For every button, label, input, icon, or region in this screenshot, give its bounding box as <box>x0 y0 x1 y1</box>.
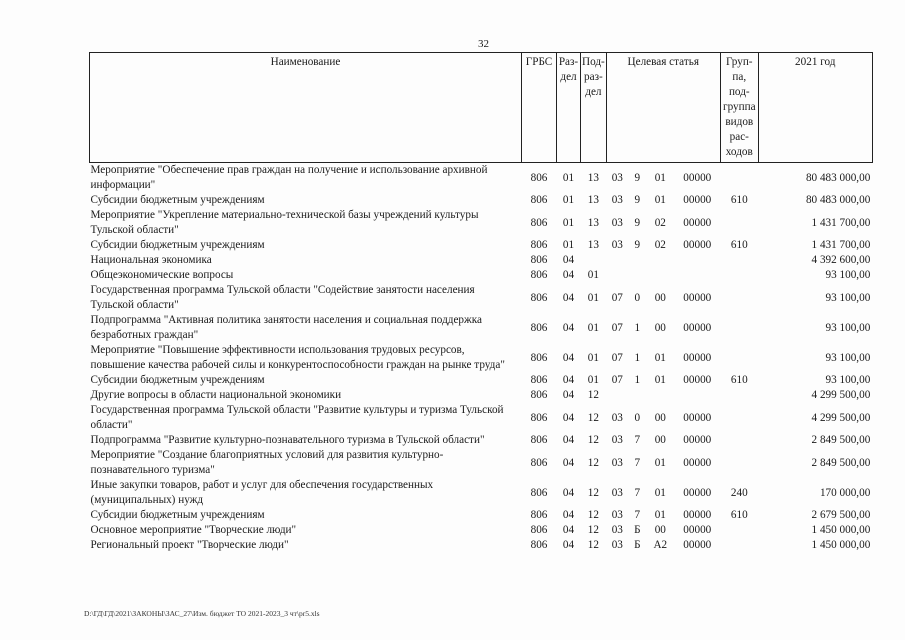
row-name: Другие вопросы в области национальной экономики <box>90 389 342 401</box>
row-grbs: 806 <box>530 321 548 334</box>
row-target-direction <box>674 268 720 283</box>
row-target-program: 03 <box>611 216 623 229</box>
row-razdel: 04 <box>562 374 575 386</box>
row-target-direction: 00000 <box>683 456 712 469</box>
row-target-subprogram: 7 <box>634 509 641 521</box>
table-row <box>90 433 873 448</box>
row-razdel: 04 <box>562 254 575 266</box>
table-row <box>90 388 873 403</box>
row-grbs: 806 <box>530 456 548 469</box>
row-target-subprogram: Б <box>634 539 641 551</box>
row-amount: 2 679 500,00 <box>811 509 871 521</box>
row-expense-group: 240 <box>730 486 748 499</box>
table-row <box>90 163 873 194</box>
row-grbs: 806 <box>530 524 548 536</box>
row-amount: 93 100,00 <box>825 291 871 304</box>
row-target-subprogram <box>628 268 646 283</box>
row-amount: 4 299 500,00 <box>811 389 871 401</box>
row-target-program: 03 <box>611 524 623 536</box>
row-name: Национальная экономика <box>90 254 212 266</box>
row-podrazdel: 01 <box>587 291 599 304</box>
table-row <box>90 448 873 478</box>
row-razdel: 04 <box>562 486 575 499</box>
row-expense-group <box>720 163 758 194</box>
row-target-direction: 00000 <box>683 374 712 386</box>
row-target-subprogram: 1 <box>634 374 641 386</box>
header-name: Наименование <box>90 53 522 163</box>
row-target-direction: 00000 <box>683 539 712 551</box>
row-grbs: 806 <box>530 539 548 551</box>
row-target-direction: 00000 <box>683 411 712 424</box>
row-expense-group <box>720 283 758 313</box>
row-name: Субсидии бюджетным учреждениям <box>90 374 265 386</box>
row-target-event: 01 <box>654 351 666 364</box>
row-amount: 2 849 500,00 <box>811 456 871 469</box>
row-expense-group <box>720 538 758 553</box>
table-row <box>90 238 873 253</box>
row-amount: 4 299 500,00 <box>811 411 871 424</box>
row-expense-group <box>720 208 758 238</box>
row-razdel: 01 <box>562 216 575 229</box>
row-podrazdel: 12 <box>587 389 599 401</box>
row-target-event: 00 <box>654 321 666 334</box>
row-podrazdel: 13 <box>587 239 599 251</box>
row-target-subprogram: 7 <box>634 434 641 446</box>
row-target-event <box>646 253 674 268</box>
row-grbs: 806 <box>530 389 548 401</box>
row-target-program: 07 <box>611 351 623 364</box>
row-amount: 80 483 000,00 <box>805 194 871 206</box>
row-podrazdel: 13 <box>587 216 599 229</box>
table-row <box>90 253 873 268</box>
row-name: Субсидии бюджетным учреждениям <box>90 239 265 251</box>
row-target-event: 01 <box>654 509 666 521</box>
row-expense-group <box>720 448 758 478</box>
row-podrazdel: 12 <box>587 486 599 499</box>
row-grbs: 806 <box>530 486 548 499</box>
row-target-program: 03 <box>611 171 623 184</box>
row-target-event: 00 <box>654 434 666 446</box>
row-target-program: 03 <box>611 486 623 499</box>
header-year: 2021 год <box>758 53 872 163</box>
row-target-subprogram: 1 <box>634 321 641 334</box>
row-target-program: 03 <box>611 411 623 424</box>
header-target: Целевая статья <box>606 53 720 163</box>
row-target-direction: 00000 <box>683 321 712 334</box>
row-target-program <box>606 253 628 268</box>
row-name: Подпрограмма "Активная политика занятости населения и социальная поддержка безработных граждан" <box>90 314 482 341</box>
row-target-subprogram: 7 <box>634 486 641 499</box>
row-expense-group <box>720 388 758 403</box>
row-grbs: 806 <box>530 291 548 304</box>
row-razdel: 04 <box>562 539 575 551</box>
row-expense-group: 610 <box>730 509 748 521</box>
row-target-direction: 00000 <box>683 509 712 521</box>
row-razdel: 04 <box>562 321 575 334</box>
row-target-direction <box>674 388 720 403</box>
row-name: Подпрограмма "Развитие культурно-познавательного туризма в Тульской области" <box>90 434 485 446</box>
row-target-program: 07 <box>611 321 623 334</box>
row-razdel: 04 <box>562 269 575 281</box>
row-target-program: 07 <box>611 374 623 386</box>
row-target-event: 00 <box>654 291 666 304</box>
row-target-program: 03 <box>611 456 623 469</box>
row-amount: 2 849 500,00 <box>811 434 871 446</box>
row-amount: 93 100,00 <box>825 351 871 364</box>
row-podrazdel: 12 <box>587 411 599 424</box>
row-podrazdel: 01 <box>587 351 599 364</box>
row-target-program: 03 <box>611 539 623 551</box>
row-target-direction: 00000 <box>683 434 712 446</box>
row-grbs: 806 <box>530 351 548 364</box>
row-razdel: 04 <box>562 411 575 424</box>
row-target-subprogram: 9 <box>634 216 641 229</box>
row-name: Мероприятие "Повышение эффективности использования трудовых ресурсов, повышение качества рабочей силы и конкурентоспособности граждан на рынке труда" <box>90 344 505 371</box>
row-expense-group <box>720 313 758 343</box>
row-podrazdel: 12 <box>587 524 599 536</box>
row-amount: 1 431 700,00 <box>811 239 871 251</box>
table-row <box>90 478 873 508</box>
row-expense-group <box>720 523 758 538</box>
table-row <box>90 403 873 433</box>
row-target-event: 00 <box>654 524 666 536</box>
row-target-event: А2 <box>653 539 668 551</box>
row-podrazdel: 01 <box>587 374 599 386</box>
row-amount: 93 100,00 <box>825 269 871 281</box>
row-name: Мероприятие "Создание благоприятных условий для развития культурно-познавательного туризма" <box>90 449 444 476</box>
row-podrazdel: 12 <box>587 434 599 446</box>
row-expense-group <box>720 268 758 283</box>
row-expense-group <box>720 253 758 268</box>
row-name: Мероприятие "Обеспечение прав граждан на получение и использование архивной информации" <box>90 164 488 191</box>
row-name: Региональный проект "Творческие люди" <box>90 539 289 551</box>
row-grbs: 806 <box>530 254 548 266</box>
row-target-event: 02 <box>654 216 666 229</box>
row-grbs: 806 <box>530 374 548 386</box>
table-row <box>90 268 873 283</box>
row-name: Государственная программа Тульской области "Содействие занятости населения Тульской области" <box>90 284 475 311</box>
table-row <box>90 343 873 373</box>
row-target-direction: 00000 <box>683 239 712 251</box>
table-row <box>90 538 873 553</box>
row-name: Государственная программа Тульской области "Развитие культуры и туризма Тульской области" <box>90 404 504 431</box>
budget-table <box>89 52 873 553</box>
row-amount: 80 483 000,00 <box>805 171 871 184</box>
header-row <box>90 53 873 163</box>
row-amount: 170 000,00 <box>819 486 871 499</box>
row-target-subprogram: 9 <box>634 194 641 206</box>
table-row <box>90 373 873 388</box>
table-row <box>90 523 873 538</box>
row-expense-group: 610 <box>730 374 748 386</box>
row-amount: 1 450 000,00 <box>811 524 871 536</box>
row-target-direction: 00000 <box>683 351 712 364</box>
row-name: Основное мероприятие "Творческие люди" <box>90 524 297 536</box>
row-amount: 1 431 700,00 <box>811 216 871 229</box>
row-name: Субсидии бюджетным учреждениям <box>90 509 265 521</box>
row-razdel: 01 <box>562 194 575 206</box>
table-row <box>90 193 873 208</box>
row-amount: 4 392 600,00 <box>811 254 871 266</box>
row-target-subprogram: Б <box>634 524 641 536</box>
row-grbs: 806 <box>530 434 548 446</box>
row-target-subprogram: 9 <box>634 239 641 251</box>
header-grbs: ГРБС <box>522 53 557 163</box>
row-podrazdel: 13 <box>587 171 599 184</box>
row-target-direction: 00000 <box>683 171 712 184</box>
row-target-program <box>606 268 628 283</box>
row-target-subprogram <box>628 253 646 268</box>
row-target-subprogram: 0 <box>634 411 641 424</box>
row-podrazdel: 01 <box>587 321 599 334</box>
row-target-program <box>606 388 628 403</box>
row-grbs: 806 <box>530 411 548 424</box>
row-amount: 93 100,00 <box>825 374 871 386</box>
row-target-event <box>646 388 674 403</box>
row-razdel: 04 <box>562 351 575 364</box>
row-target-direction: 00000 <box>683 524 712 536</box>
row-target-subprogram: 9 <box>634 171 641 184</box>
row-target-direction: 00000 <box>683 194 712 206</box>
row-razdel: 04 <box>562 456 575 469</box>
row-razdel: 04 <box>562 524 575 536</box>
table-row <box>90 508 873 523</box>
row-target-event: 01 <box>654 456 666 469</box>
row-expense-group: 610 <box>730 239 748 251</box>
row-target-subprogram: 7 <box>634 456 641 469</box>
row-expense-group <box>720 403 758 433</box>
row-name: Мероприятие "Укрепление материально-технической базы учреждений культуры Тульской области" <box>90 209 479 236</box>
row-amount: 1 450 000,00 <box>811 539 871 551</box>
row-podrazdel: 12 <box>587 509 599 521</box>
row-expense-group: 610 <box>730 194 748 206</box>
row-razdel: 04 <box>562 509 575 521</box>
header-podrazdel: Под- раз- дел <box>581 53 607 163</box>
row-grbs: 806 <box>530 239 548 251</box>
row-target-program: 03 <box>611 194 623 206</box>
row-podrazdel: 13 <box>587 194 599 206</box>
header-razdel: Раз- дел <box>557 53 581 163</box>
row-grbs: 806 <box>530 509 548 521</box>
row-grbs: 806 <box>530 171 548 184</box>
row-razdel: 04 <box>562 291 575 304</box>
row-target-event: 01 <box>654 486 666 499</box>
table-row <box>90 313 873 343</box>
row-target-event: 01 <box>654 194 666 206</box>
row-target-subprogram: 0 <box>634 291 641 304</box>
row-target-direction: 00000 <box>683 486 712 499</box>
header-group: Груп- па, под- группа видов рас- ходов <box>720 53 758 163</box>
row-expense-group <box>720 433 758 448</box>
row-target-event <box>646 268 674 283</box>
table-row <box>90 283 873 313</box>
page-number: 32 <box>478 38 489 50</box>
row-razdel: 04 <box>562 389 575 401</box>
row-podrazdel: 12 <box>587 539 599 551</box>
table-row <box>90 208 873 238</box>
row-target-direction <box>674 253 720 268</box>
row-amount: 93 100,00 <box>825 321 871 334</box>
row-target-event: 00 <box>654 411 666 424</box>
row-podrazdel: 01 <box>587 269 599 281</box>
row-razdel: 01 <box>562 239 575 251</box>
row-target-subprogram <box>628 388 646 403</box>
row-target-program: 03 <box>611 434 623 446</box>
row-grbs: 806 <box>530 216 548 229</box>
row-target-program: 07 <box>611 291 623 304</box>
row-grbs: 806 <box>530 269 548 281</box>
row-target-event: 01 <box>654 171 666 184</box>
row-target-direction: 00000 <box>683 216 712 229</box>
footer-file-path: D:\ГД\ГД\2021\ЗАКОНЫ\ЗАС_27\Изм. бюджет ТО 2021-2023_3 чт\pr5.xls <box>84 609 320 618</box>
row-target-program: 03 <box>611 509 623 521</box>
row-grbs: 806 <box>530 194 548 206</box>
row-target-direction: 00000 <box>683 291 712 304</box>
row-target-program: 03 <box>611 239 623 251</box>
row-podrazdel <box>581 253 607 268</box>
row-name: Субсидии бюджетным учреждениям <box>90 194 265 206</box>
row-target-event: 01 <box>654 374 666 386</box>
row-target-event: 02 <box>654 239 666 251</box>
row-name: Иные закупки товаров, работ и услуг для обеспечения государственных (муниципальных) нужд <box>90 479 434 506</box>
row-razdel: 04 <box>562 434 575 446</box>
row-name: Общеэкономические вопросы <box>90 269 234 281</box>
row-razdel: 01 <box>562 171 575 184</box>
row-podrazdel: 12 <box>587 456 599 469</box>
row-expense-group <box>720 343 758 373</box>
row-target-subprogram: 1 <box>634 351 641 364</box>
